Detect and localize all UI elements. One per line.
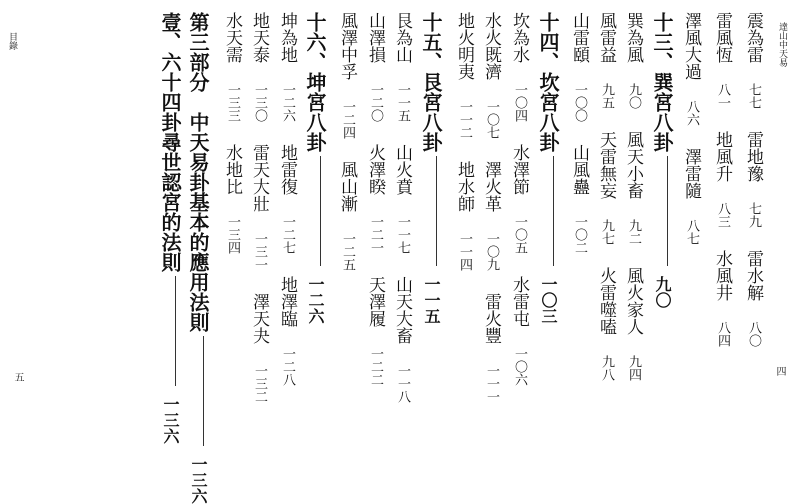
entry-title: 風雷益 (596, 12, 616, 63)
entry-page-number: 八六 (684, 100, 699, 126)
entry-title: 山天大畜 (392, 276, 412, 344)
entry-title: 澤風大過 (681, 12, 701, 80)
toc-heading (186, 12, 210, 504)
entry-page-number: 一一五 (395, 83, 410, 122)
entry-title: 澤天夬 (249, 293, 269, 344)
heading-page-number: 一二六 (306, 276, 325, 324)
heading-text: 十三、巽宮八卦 (650, 12, 674, 152)
entry-page-number: 九四 (626, 355, 641, 381)
entry-page-number: 九〇 (626, 83, 641, 109)
entry-title: 天澤履 (365, 276, 385, 327)
entry-page-number: 八三 (715, 202, 730, 228)
entry-title: 火澤睽 (365, 144, 385, 195)
entry-title: 地風升 (712, 131, 732, 182)
section-label: 目錄 (7, 32, 17, 50)
toc-heading (421, 12, 441, 475)
entry-page-number: 八七 (684, 219, 699, 245)
toc-entry-column (744, 12, 761, 475)
entry-title: 水澤節 (509, 144, 529, 195)
entry-title: 震為雷 (743, 12, 763, 63)
entry-page-number: 一〇四 (512, 83, 527, 122)
entry-page-number: 一二一 (368, 215, 383, 254)
entry-page-number: 一二二 (368, 347, 383, 386)
entry-page-number: 一三二 (252, 364, 267, 403)
entry-title: 地火明夷 (454, 12, 474, 80)
entry-page-number: 八〇 (746, 321, 761, 347)
toc-entry-column (223, 12, 240, 475)
entry-page-number: 九二 (626, 219, 641, 245)
entry-title: 雷地豫 (743, 131, 763, 182)
heading-page-number: 一〇三 (539, 276, 558, 324)
toc-heading (538, 12, 558, 475)
left-page-number: 五 (12, 372, 23, 382)
leader-rule (436, 156, 437, 266)
entry-page-number: 一一八 (395, 364, 410, 403)
leader-rule (203, 336, 204, 446)
entry-title: 巽為風 (623, 12, 643, 63)
leader-rule (175, 276, 176, 386)
entry-page-number: 一三〇 (252, 83, 267, 122)
entry-title: 天雷無妄 (596, 131, 616, 199)
heading-text: 第三部分 中天易卦基本的應用法則 (186, 12, 210, 332)
leader-rule (553, 156, 554, 266)
entry-title: 山風蠱 (569, 144, 589, 195)
entry-title: 風天小畜 (623, 131, 643, 199)
entry-page-number: 一二〇 (368, 83, 383, 122)
entry-page-number: 一二七 (280, 215, 295, 254)
entry-page-number: 一一七 (395, 215, 410, 254)
entry-title: 雷天大壯 (249, 144, 269, 212)
entry-page-number: 九七 (599, 219, 614, 245)
entry-page-number: 一二六 (280, 83, 295, 122)
entry-title: 水天需 (222, 12, 242, 63)
entry-page-number: 九五 (599, 83, 614, 109)
heading-text: 壹、六十四卦尋世認宮的法則 (158, 12, 182, 272)
toc-entry-column (570, 12, 587, 475)
entry-title: 山雷頤 (569, 12, 589, 63)
entry-title: 水火既濟 (481, 12, 501, 80)
entry-title: 風澤中孚 (337, 12, 357, 80)
entry-page-number: 八一 (715, 83, 730, 109)
toc-entry-column (510, 12, 527, 475)
entry-page-number: 一二五 (340, 232, 355, 271)
entry-title: 澤火革 (481, 161, 501, 212)
entry-page-number: 一〇七 (484, 100, 499, 139)
toc-entry-column (366, 12, 383, 475)
heading-page-number: 一三六 (189, 456, 208, 504)
entry-title: 風山漸 (337, 161, 357, 212)
entry-page-number: 一〇〇 (572, 83, 587, 122)
heading-page-number: 一三六 (161, 396, 180, 444)
entry-title: 地澤臨 (277, 276, 297, 327)
heading-page-number: 九〇 (653, 276, 672, 308)
heading-text: 十五、艮宮八卦 (419, 12, 443, 152)
entry-title: 山火賁 (392, 144, 412, 195)
toc-entry-column (713, 12, 730, 475)
entry-page-number: 八四 (715, 321, 730, 347)
entry-title: 坎為水 (509, 12, 529, 63)
toc-entry-column (455, 12, 472, 475)
heading-text: 十四、坎宮八卦 (536, 12, 560, 152)
entry-title: 水地比 (222, 144, 242, 195)
entry-title: 水風井 (712, 250, 732, 301)
heading-text: 十六、坤宮八卦 (303, 12, 327, 152)
entry-title: 雷水解 (743, 250, 763, 301)
entry-page-number: 一二八 (280, 347, 295, 386)
entry-page-number: 一三一 (252, 232, 267, 271)
leader-rule (667, 156, 668, 266)
entry-page-number: 七七 (746, 83, 761, 109)
toc-entry-column (250, 12, 267, 475)
toc-entry-column (338, 12, 355, 475)
entry-title: 地雷復 (277, 144, 297, 195)
entry-title: 地水師 (454, 161, 474, 212)
entry-page-number: 一一四 (457, 232, 472, 271)
entry-page-number: 九八 (599, 355, 614, 381)
running-title: 達山中天易 (777, 22, 787, 67)
toc-entry-column (278, 12, 295, 475)
entry-title: 澤雷隨 (681, 148, 701, 199)
entry-title: 火雷噬嗑 (596, 267, 616, 335)
entry-page-number: 一一二 (457, 100, 472, 139)
toc-entry-column (393, 12, 410, 475)
entry-page-number: 一三四 (225, 215, 240, 254)
entry-title: 坤為地 (277, 12, 297, 63)
heading-page-number: 一一五 (422, 276, 441, 324)
entry-page-number: 一〇五 (512, 215, 527, 254)
entry-page-number: 一〇二 (572, 215, 587, 254)
entry-title: 水雷屯 (509, 276, 529, 327)
entry-title: 山澤損 (365, 12, 385, 63)
toc-heading (305, 12, 325, 475)
entry-page-number: 一一一 (484, 364, 499, 403)
toc-entry-column (624, 12, 641, 475)
entry-title: 地天泰 (249, 12, 269, 63)
right-page-number: 四 (774, 366, 785, 376)
entry-page-number: 一〇六 (512, 347, 527, 386)
toc-entry-column (597, 12, 614, 475)
toc-heading (652, 12, 672, 475)
toc-heading (160, 12, 180, 475)
entry-title: 雷火豐 (481, 293, 501, 344)
entry-page-number: 一〇九 (484, 232, 499, 271)
entry-title: 艮為山 (392, 12, 412, 63)
entry-page-number: 一三三 (225, 83, 240, 122)
entry-title: 雷風恆 (712, 12, 732, 63)
leader-rule (320, 156, 321, 266)
toc-entry-column (682, 12, 699, 475)
entry-page-number: 一二四 (340, 100, 355, 139)
entry-title: 風火家人 (623, 267, 643, 335)
toc-entry-column (482, 12, 499, 475)
entry-page-number: 七九 (746, 202, 761, 228)
